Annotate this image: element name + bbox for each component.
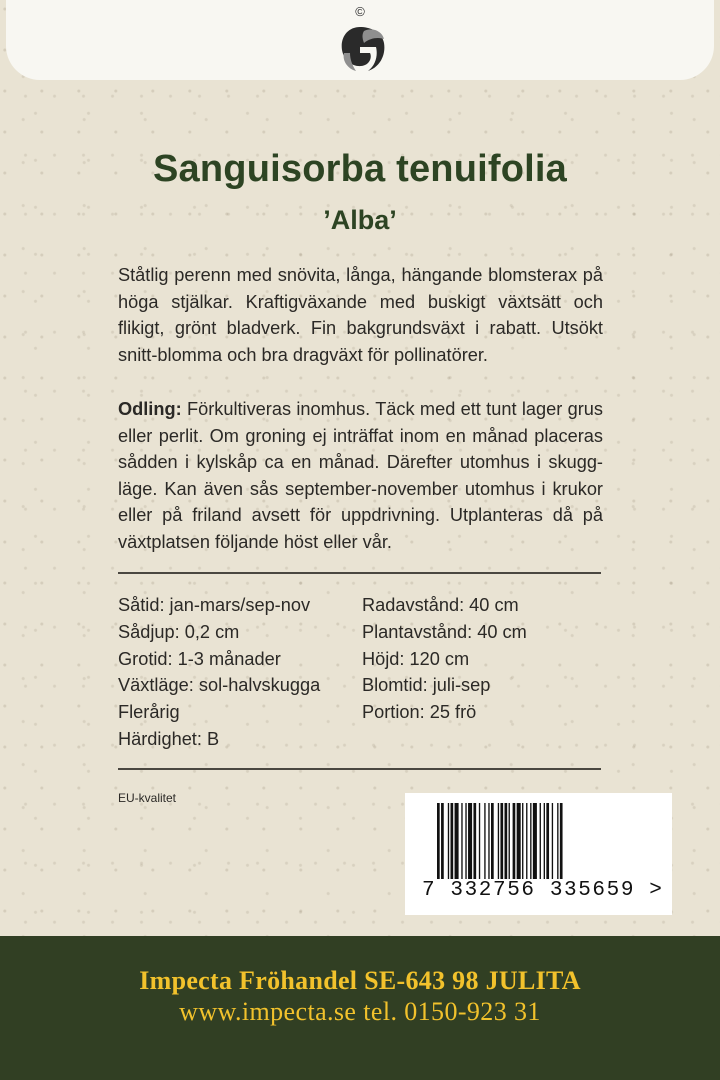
spec-bloom-time: Blomtid: juli-sep — [362, 675, 491, 696]
barcode-bar — [448, 803, 449, 879]
spec-sowing-time: Såtid: jan-mars/sep-nov — [118, 595, 311, 615]
product-description: Ståtlig perenn med snövita, långa, hängande blomsterax på höga stjälkar. Kraftigväxande med buskigt växtsätt och flikigt, grönt bladverk. Fin bakgrundsväxt i rabatt. Utsökt snitt-blomma och bra dragväxt för pollinatörer. — [118, 265, 603, 365]
spec-height: Höjd: 120 cm — [362, 648, 470, 669]
footer-website-phone: www.impecta.se tel. 0150-923 31 — [179, 997, 541, 1026]
quality-label: EU-kvalitet — [118, 791, 177, 805]
barcode-bar — [500, 803, 503, 879]
barcode-bar — [522, 803, 523, 879]
spec-sowing-depth: Sådjup: 0,2 cm — [118, 621, 240, 642]
barcode-bar — [488, 803, 489, 879]
product-title: Sanguisorba tenuifolia — [153, 148, 567, 190]
barcode-bar — [526, 803, 527, 879]
barcode-bar — [479, 803, 480, 879]
barcode-bar — [465, 803, 466, 879]
spec-perennial: Flerårig — [118, 702, 180, 723]
divider-bottom — [118, 768, 601, 770]
barcode — [405, 793, 672, 915]
spec-plant-spacing: Plantavstånd: 40 cm — [362, 621, 527, 642]
barcode-bar — [437, 803, 440, 879]
barcode-bar — [491, 803, 494, 879]
specs-right-column — [362, 592, 602, 726]
footer-company-address: Impecta Fröhandel SE-643 98 JULITA — [139, 966, 581, 995]
barcode-bar — [557, 803, 558, 879]
barcode-bar — [455, 803, 459, 879]
barcode-bar — [560, 803, 563, 879]
barcode-bar — [544, 803, 545, 879]
barcode-bar — [546, 803, 549, 879]
cultivation-text — [118, 396, 603, 556]
barcode-bar — [552, 803, 553, 879]
spec-portion: Portion: 25 frö — [362, 702, 477, 723]
barcode-bar — [505, 803, 508, 879]
barcode-bar — [484, 803, 485, 879]
divider-top — [118, 572, 601, 574]
barcode-bar — [441, 803, 444, 879]
specs-left-column — [118, 592, 338, 753]
barcode-bar — [517, 803, 521, 879]
barcode-bar — [473, 803, 476, 879]
barcode-bar — [461, 803, 462, 879]
barcode-bar — [498, 803, 499, 879]
barcode-bars — [437, 803, 641, 881]
copyright-symbol: © — [355, 4, 365, 19]
barcode-bar — [540, 803, 541, 879]
cultivation-body: Förkultiveras inomhus. Täck med ett tunt lager grus eller perlit. Om groning ej inträffat inom en månad placeras sådden i kylskåp ca en månad. Därefter utomhus i skugg-läge. Kan även sås september-november utomhus i krukor eller på friland avsett för uppdrivning. Utplanteras då på växtplatsen följande höst eller vår. — [118, 399, 603, 552]
spec-germination-time: Grotid: 1-3 månader — [118, 648, 281, 669]
impecta-leaf-logo-icon — [330, 5, 390, 75]
product-cultivar: ’Alba’ — [323, 205, 397, 235]
barcode-bar — [530, 803, 531, 879]
spec-row-spacing: Radavstånd: 40 cm — [362, 595, 519, 615]
spec-location: Växtläge: sol-halvskugga — [118, 675, 321, 696]
cultivation-label: Odling: — [118, 399, 182, 419]
barcode-bar — [468, 803, 472, 879]
barcode-digits: 7 332756 335659 > — [422, 879, 664, 902]
barcode-bar — [513, 803, 516, 879]
spec-hardiness: Härdighet: B — [118, 728, 220, 749]
barcode-bar — [451, 803, 454, 879]
barcode-bar — [533, 803, 537, 879]
barcode-bar — [509, 803, 510, 879]
